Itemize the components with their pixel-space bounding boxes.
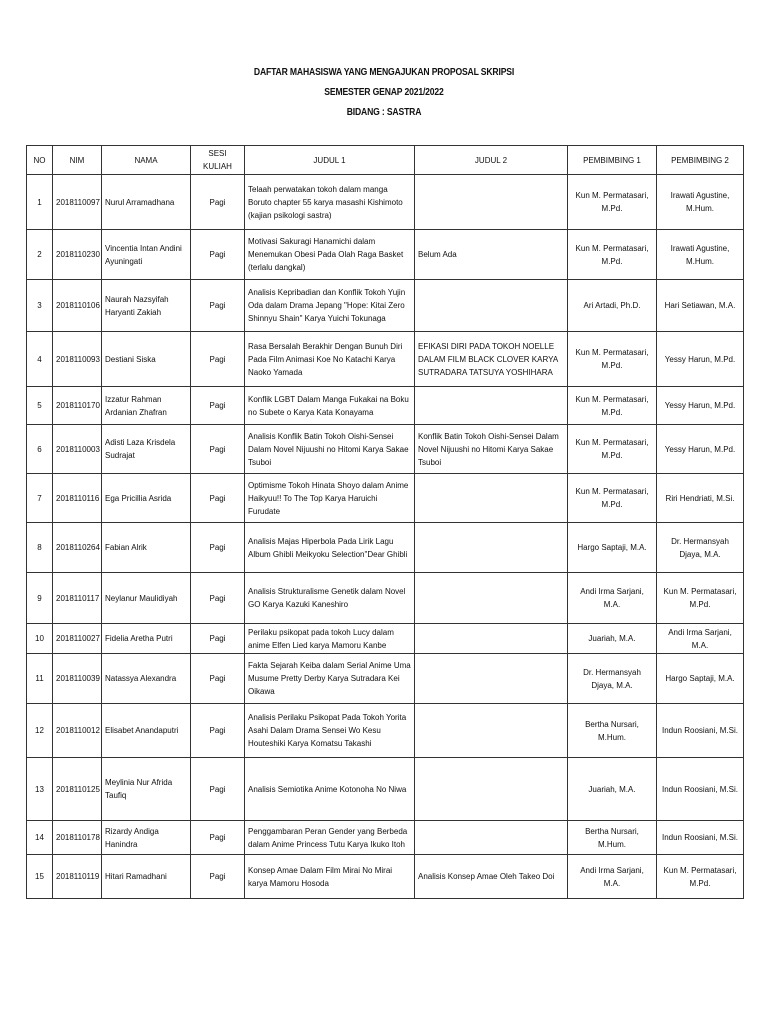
table-row bbox=[27, 425, 744, 474]
cell-pembimbing-1: Kun M. Permatasari, M.Pd. bbox=[568, 175, 657, 230]
cell-nim: 2018110170 bbox=[53, 387, 102, 425]
cell-nama: Vincentia Intan Andini Ayuningati bbox=[102, 230, 191, 280]
cell-pembimbing-2: Irawati Agustine, M.Hum. bbox=[657, 230, 744, 280]
cell-sesi-kuliah: Pagi bbox=[191, 332, 245, 387]
cell-nim: 2018110003 bbox=[53, 425, 102, 474]
cell-no: 1 bbox=[27, 175, 53, 230]
table-row bbox=[27, 175, 744, 230]
header-nama: NAMA bbox=[102, 146, 191, 175]
cell-nim: 2018110230 bbox=[53, 230, 102, 280]
cell-nama: Fabian Alrik bbox=[102, 523, 191, 573]
cell-nama: Fidelia Aretha Putri bbox=[102, 624, 191, 654]
cell-no: 3 bbox=[27, 280, 53, 332]
cell-judul-1: Analisis Kepribadian dan Konflik Tokoh Yujin Oda dalam Drama Jepang "Hope: Kitai Zero Shinnyu Shain" Karya Yuichi Tokunaga bbox=[245, 280, 415, 332]
document-heading bbox=[0, 62, 768, 122]
cell-nama: Naurah Nazsyifah Haryanti Zakiah bbox=[102, 280, 191, 332]
cell-judul-1: Analisis Strukturalisme Genetik dalam Novel GO Karya Kazuki Kaneshiro bbox=[245, 573, 415, 624]
cell-judul-2 bbox=[415, 280, 568, 332]
cell-judul-2 bbox=[415, 821, 568, 855]
cell-nama: Ega Pricillia Asrida bbox=[102, 474, 191, 523]
cell-judul-2 bbox=[415, 624, 568, 654]
cell-nim: 2018110125 bbox=[53, 758, 102, 821]
cell-judul-2 bbox=[415, 704, 568, 758]
table-row bbox=[27, 855, 744, 899]
table-row bbox=[27, 704, 744, 758]
cell-sesi-kuliah: Pagi bbox=[191, 387, 245, 425]
header-judul-2: JUDUL 2 bbox=[415, 146, 568, 175]
cell-pembimbing-1: Andi Irma Sarjani, M.A. bbox=[568, 855, 657, 899]
cell-pembimbing-1: Hargo Saptaji, M.A. bbox=[568, 523, 657, 573]
cell-pembimbing-2: Indun Roosiani, M.Si. bbox=[657, 821, 744, 855]
cell-no: 7 bbox=[27, 474, 53, 523]
cell-nim: 2018110106 bbox=[53, 280, 102, 332]
cell-sesi-kuliah: Pagi bbox=[191, 474, 245, 523]
cell-nim: 2018110178 bbox=[53, 821, 102, 855]
cell-judul-2: Belum Ada bbox=[415, 230, 568, 280]
header-nim: NIM bbox=[53, 146, 102, 175]
cell-pembimbing-2: Andi Irma Sarjani, M.A. bbox=[657, 624, 744, 654]
cell-judul-1: Penggambaran Peran Gender yang Berbeda dalam Anime Princess Tutu Karya Ikuko Itoh bbox=[245, 821, 415, 855]
cell-nim: 2018110012 bbox=[53, 704, 102, 758]
cell-judul-1: Perilaku psikopat pada tokoh Lucy dalam anime Elfen Lied karya Mamoru Kanbe bbox=[245, 624, 415, 654]
cell-no: 5 bbox=[27, 387, 53, 425]
cell-judul-2 bbox=[415, 387, 568, 425]
cell-pembimbing-1: Kun M. Permatasari, M.Pd. bbox=[568, 387, 657, 425]
cell-judul-1: Motivasi Sakuragi Hanamichi dalam Menemukan Obesi Pada Olah Raga Basket (terlalu dangkal) bbox=[245, 230, 415, 280]
cell-judul-2 bbox=[415, 573, 568, 624]
cell-nim: 2018110097 bbox=[53, 175, 102, 230]
table-row bbox=[27, 387, 744, 425]
table-row bbox=[27, 280, 744, 332]
cell-nim: 2018110117 bbox=[53, 573, 102, 624]
cell-pembimbing-1: Bertha Nursari, M.Hum. bbox=[568, 704, 657, 758]
cell-nim: 2018110093 bbox=[53, 332, 102, 387]
cell-no: 9 bbox=[27, 573, 53, 624]
title-line-3: BIDANG : SASTRA bbox=[346, 106, 422, 118]
cell-judul-2 bbox=[415, 175, 568, 230]
table-row bbox=[27, 523, 744, 573]
cell-judul-1: Rasa Bersalah Berakhir Dengan Bunuh Diri Pada Film Animasi Koe No Katachi Karya Naoko Yamada bbox=[245, 332, 415, 387]
cell-no: 4 bbox=[27, 332, 53, 387]
table-row bbox=[27, 654, 744, 704]
cell-no: 15 bbox=[27, 855, 53, 899]
cell-sesi-kuliah: Pagi bbox=[191, 573, 245, 624]
cell-pembimbing-2: Indun Roosiani, M.Si. bbox=[657, 704, 744, 758]
cell-sesi-kuliah: Pagi bbox=[191, 175, 245, 230]
cell-nim: 2018110264 bbox=[53, 523, 102, 573]
header-pembimbing-2: PEMBIMBING 2 bbox=[657, 146, 744, 175]
cell-pembimbing-2: Yessy Harun, M.Pd. bbox=[657, 387, 744, 425]
cell-judul-2 bbox=[415, 758, 568, 821]
cell-sesi-kuliah: Pagi bbox=[191, 704, 245, 758]
cell-pembimbing-2: Dr. Hermansyah Djaya, M.A. bbox=[657, 523, 744, 573]
cell-judul-1: Analisis Konflik Batin Tokoh Oishi-Sensei Dalam Novel Nijuushi no Hitomi Karya Sakae Tsuboi bbox=[245, 425, 415, 474]
cell-judul-1: Analisis Perilaku Psikopat Pada Tokoh Yorita Asahi Dalam Drama Sensei Wo Kesu Houteshiki Karya Komatsu Takashi bbox=[245, 704, 415, 758]
cell-pembimbing-2: Yessy Harun, M.Pd. bbox=[657, 332, 744, 387]
cell-sesi-kuliah: Pagi bbox=[191, 821, 245, 855]
cell-sesi-kuliah: Pagi bbox=[191, 624, 245, 654]
cell-nama: Rizardy Andiga Hanindra bbox=[102, 821, 191, 855]
cell-nama: Izzatur Rahman Ardanian Zhafran bbox=[102, 387, 191, 425]
table-row bbox=[27, 758, 744, 821]
cell-sesi-kuliah: Pagi bbox=[191, 280, 245, 332]
cell-pembimbing-1: Kun M. Permatasari, M.Pd. bbox=[568, 230, 657, 280]
cell-nama: Neylanur Maulidiyah bbox=[102, 573, 191, 624]
cell-judul-2 bbox=[415, 474, 568, 523]
cell-pembimbing-2: Kun M. Permatasari, M.Pd. bbox=[657, 573, 744, 624]
cell-no: 6 bbox=[27, 425, 53, 474]
cell-no: 2 bbox=[27, 230, 53, 280]
table-row bbox=[27, 230, 744, 280]
cell-nim: 2018110119 bbox=[53, 855, 102, 899]
cell-no: 12 bbox=[27, 704, 53, 758]
cell-no: 10 bbox=[27, 624, 53, 654]
cell-no: 13 bbox=[27, 758, 53, 821]
cell-nama: Hitari Ramadhani bbox=[102, 855, 191, 899]
cell-nama: Destiani Siska bbox=[102, 332, 191, 387]
cell-pembimbing-2: Indun Roosiani, M.Si. bbox=[657, 758, 744, 821]
table-row bbox=[27, 573, 744, 624]
cell-sesi-kuliah: Pagi bbox=[191, 758, 245, 821]
cell-pembimbing-1: Juariah, M.A. bbox=[568, 758, 657, 821]
cell-judul-2: Analisis Konsep Amae Oleh Takeo Doi bbox=[415, 855, 568, 899]
cell-pembimbing-2: Riri Hendriati, M.Si. bbox=[657, 474, 744, 523]
cell-sesi-kuliah: Pagi bbox=[191, 523, 245, 573]
cell-nim: 2018110027 bbox=[53, 624, 102, 654]
cell-pembimbing-1: Bertha Nursari, M.Hum. bbox=[568, 821, 657, 855]
cell-judul-2: Konflik Batin Tokoh Oishi-Sensei Dalam Novel Nijuushi no Hitomi Karya Sakae Tsuboi bbox=[415, 425, 568, 474]
cell-sesi-kuliah: Pagi bbox=[191, 425, 245, 474]
cell-pembimbing-2: Hari Setiawan, M.A. bbox=[657, 280, 744, 332]
table-row bbox=[27, 821, 744, 855]
cell-judul-1: Analisis Majas Hiperbola Pada Lirik Lagu Album Ghibli Meikyoku Selection"Dear Ghibli bbox=[245, 523, 415, 573]
header-no: NO bbox=[27, 146, 53, 175]
table-row bbox=[27, 474, 744, 523]
cell-judul-1: Optimisme Tokoh Hinata Shoyo dalam Anime Haikyuu!! To The Top Karya Haruichi Furudate bbox=[245, 474, 415, 523]
cell-nama: Meylinia Nur Afrida Taufiq bbox=[102, 758, 191, 821]
header-judul-1: JUDUL 1 bbox=[245, 146, 415, 175]
cell-pembimbing-1: Kun M. Permatasari, M.Pd. bbox=[568, 474, 657, 523]
cell-sesi-kuliah: Pagi bbox=[191, 230, 245, 280]
cell-judul-2: EFIKASI DIRI PADA TOKOH NOELLE DALAM FILM BLACK CLOVER KARYA SUTRADARA TATSUYA YOSHIHARA bbox=[415, 332, 568, 387]
cell-pembimbing-2: Kun M. Permatasari, M.Pd. bbox=[657, 855, 744, 899]
cell-pembimbing-2: Hargo Saptaji, M.A. bbox=[657, 654, 744, 704]
cell-pembimbing-1: Dr. Hermansyah Djaya, M.A. bbox=[568, 654, 657, 704]
header-pembimbing-1: PEMBIMBING 1 bbox=[568, 146, 657, 175]
cell-nim: 2018110039 bbox=[53, 654, 102, 704]
cell-nama: Nurul Arramadhana bbox=[102, 175, 191, 230]
cell-judul-1: Konsep Amae Dalam Film Mirai No Mirai karya Mamoru Hosoda bbox=[245, 855, 415, 899]
cell-pembimbing-1: Kun M. Permatasari, M.Pd. bbox=[568, 425, 657, 474]
table-row bbox=[27, 624, 744, 654]
cell-pembimbing-1: Andi Irma Sarjani, M.A. bbox=[568, 573, 657, 624]
cell-judul-2 bbox=[415, 654, 568, 704]
student-table bbox=[26, 145, 744, 899]
cell-sesi-kuliah: Pagi bbox=[191, 654, 245, 704]
cell-no: 11 bbox=[27, 654, 53, 704]
table-row bbox=[27, 332, 744, 387]
cell-no: 14 bbox=[27, 821, 53, 855]
cell-judul-2 bbox=[415, 523, 568, 573]
cell-nama: Adisti Laza Krisdela Sudrajat bbox=[102, 425, 191, 474]
cell-nama: Natassya Alexandra bbox=[102, 654, 191, 704]
cell-judul-1: Fakta Sejarah Keiba dalam Serial Anime Uma Musume Pretty Derby Karya Sutradara Kei Oikawa bbox=[245, 654, 415, 704]
cell-pembimbing-2: Irawati Agustine, M.Hum. bbox=[657, 175, 744, 230]
cell-pembimbing-1: Kun M. Permatasari, M.Pd. bbox=[568, 332, 657, 387]
cell-judul-1: Telaah perwatakan tokoh dalam manga Boruto chapter 55 karya masashi Kishimoto (kajian psikologi sastra) bbox=[245, 175, 415, 230]
cell-sesi-kuliah: Pagi bbox=[191, 855, 245, 899]
cell-nim: 2018110116 bbox=[53, 474, 102, 523]
cell-pembimbing-1: Ari Artadi, Ph.D. bbox=[568, 280, 657, 332]
cell-nama: Elisabet Anandaputri bbox=[102, 704, 191, 758]
cell-pembimbing-2: Yessy Harun, M.Pd. bbox=[657, 425, 744, 474]
table-header-row bbox=[27, 146, 744, 175]
title-line-2: SEMESTER GENAP 2021/2022 bbox=[324, 86, 444, 98]
cell-no: 8 bbox=[27, 523, 53, 573]
cell-pembimbing-1: Juariah, M.A. bbox=[568, 624, 657, 654]
header-sesi-kuliah: SESI KULIAH bbox=[191, 146, 245, 175]
title-line-1: DAFTAR MAHASISWA YANG MENGAJUKAN PROPOSAL SKRIPSI bbox=[253, 66, 515, 78]
cell-judul-1: Analisis Semiotika Anime Kotonoha No Niwa bbox=[245, 758, 415, 821]
cell-judul-1: Konflik LGBT Dalam Manga Fukakai na Boku no Subete o Karya Kata Konayama bbox=[245, 387, 415, 425]
